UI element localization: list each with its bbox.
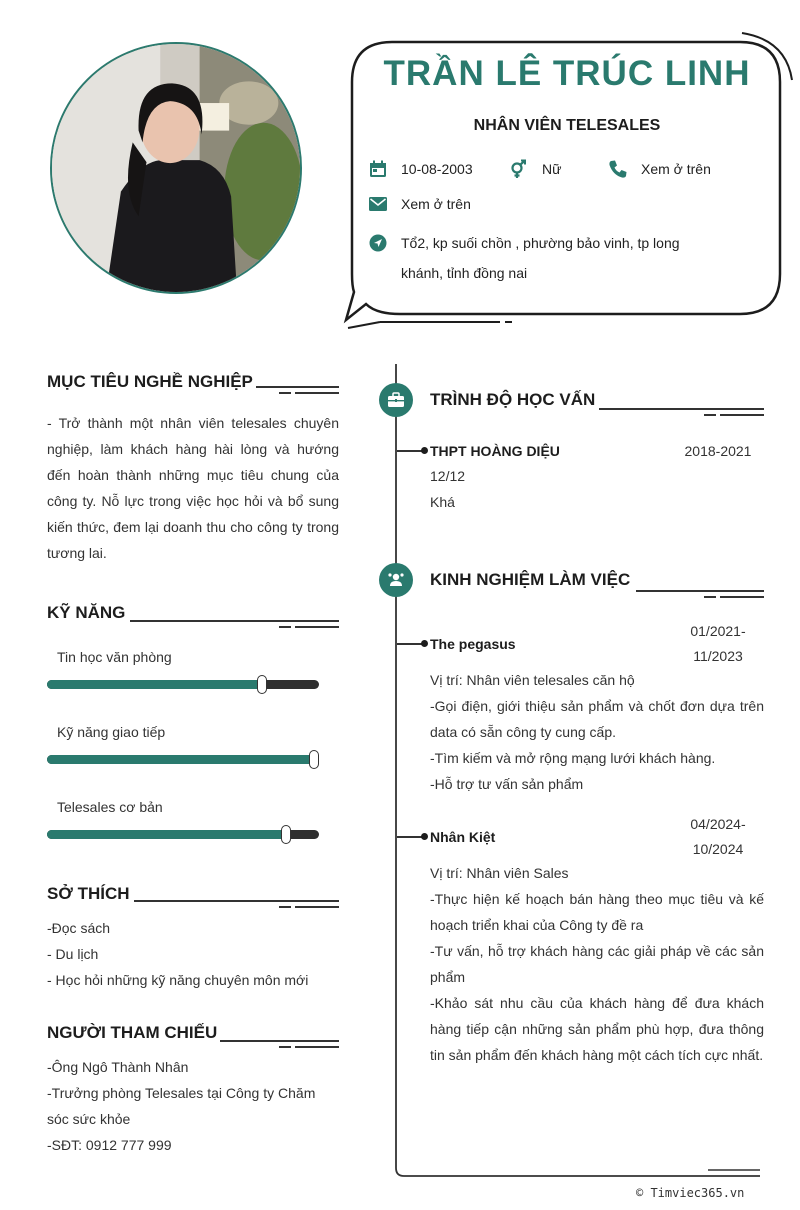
skill-label: Tin học văn phòng bbox=[57, 649, 172, 665]
hobby-item: - Du lịch bbox=[47, 946, 99, 962]
skill-bar bbox=[47, 680, 319, 689]
gender-icon bbox=[508, 158, 530, 180]
address-value: Tổ2, kp suối chồn , phường bảo vinh, tp long khánh, tỉnh đồng nai bbox=[401, 235, 680, 281]
hobbies-title: SỞ THÍCH bbox=[47, 884, 130, 903]
skill-bar bbox=[47, 755, 319, 764]
skill-bar-fill bbox=[47, 830, 286, 839]
copyright: © Timviec365.vn bbox=[636, 1186, 745, 1200]
skill-bar-knob bbox=[257, 675, 267, 694]
education-title: TRÌNH ĐỘ HỌC VẤN bbox=[430, 390, 596, 409]
education-period: 2018-2021 bbox=[684, 443, 752, 459]
objective-title: MỤC TIÊU NGHỀ NGHIỆP bbox=[47, 372, 253, 391]
profile-photo bbox=[50, 42, 302, 294]
education-detail: Khá bbox=[430, 494, 455, 510]
reference-item: -Trưởng phòng Telesales tại Công ty Chăm sóc sức khỏe bbox=[47, 1085, 316, 1127]
experience-description: Vị trí: Nhân viên Sales -Thực hiện kế hoạch bán hàng theo mục tiêu và kế hoạch triển khai của Công ty đề ra -Tư vấn, hỗ trợ khách hàng các giải pháp về các sản phẩm -Khảo sát nhu cầu của khách hàng để đưa khách hàng tiếp cận những sản phẩm phù hợp, đưa thông tin sản phẩm đến khách hàng một cách tích cực nhất. bbox=[430, 865, 764, 1063]
section-underline bbox=[636, 590, 764, 600]
gender-value: Nữ bbox=[542, 161, 562, 177]
experience-description: Vị trí: Nhân viên telesales căn hộ -Gọi điện, giới thiệu sản phẩm và chốt đơn dựa trên data có sẵn công ty cung cấp. -Tìm kiếm và mở rộng mạng lưới khách hàng. -Hỗ trợ tư vấn sản phẩm bbox=[430, 672, 764, 792]
references-title: NGƯỜI THAM CHIẾU bbox=[47, 1023, 218, 1042]
skill-bar-knob bbox=[281, 825, 291, 844]
experience-period-end: 10/2024 bbox=[692, 841, 744, 857]
skill-label: Telesales cơ bản bbox=[57, 799, 163, 815]
hobby-item: - Học hỏi những kỹ năng chuyên môn mới bbox=[47, 972, 309, 988]
person-network-icon bbox=[379, 563, 413, 597]
skill-bar-fill bbox=[47, 755, 314, 764]
skill-label: Kỹ năng giao tiếp bbox=[57, 724, 166, 740]
section-underline bbox=[134, 900, 339, 910]
phone-value: Xem ở trên bbox=[641, 161, 711, 177]
address-row bbox=[367, 228, 697, 288]
skills-title: KỸ NĂNG bbox=[47, 603, 126, 622]
location-icon bbox=[367, 232, 389, 254]
experience-period-end: 11/2023 bbox=[693, 648, 743, 664]
experience-period-start: 04/2024- bbox=[690, 816, 746, 832]
timeline-dot bbox=[421, 640, 428, 647]
skill-bar bbox=[47, 830, 319, 839]
objective-text: - Trở thành một nhân viên telesales chuyên nghiệp, làm khách hàng hài lòng và hướng đến hoàn thành những mục tiêu chung của công ty. Nỗ lực trong việc học hỏi và bổ sung kiến thức, đem lại doanh thu cho công ty trong tương lai. bbox=[47, 415, 339, 561]
envelope-icon bbox=[367, 193, 389, 215]
hobby-item: -Đọc sách bbox=[47, 920, 111, 936]
birthday-row bbox=[367, 158, 473, 180]
reference-item: -Ông Ngô Thành Nhân bbox=[47, 1059, 189, 1075]
candidate-name: TRẦN LÊ TRÚC LINH bbox=[383, 54, 751, 93]
school-name: THPT HOÀNG DIỆU bbox=[430, 443, 560, 459]
company-name: Nhân Kiệt bbox=[430, 829, 496, 845]
email-row bbox=[367, 193, 471, 215]
skill-bar-fill bbox=[47, 680, 262, 689]
job-title: NHÂN VIÊN TELESALES bbox=[473, 117, 661, 134]
timeline-dot bbox=[421, 447, 428, 454]
phone-icon bbox=[607, 158, 629, 180]
calendar-icon bbox=[367, 158, 389, 180]
timeline-dot bbox=[421, 833, 428, 840]
skill-bar-knob bbox=[309, 750, 319, 769]
experience-title: KINH NGHIỆM LÀM VIỆC bbox=[430, 570, 631, 589]
experience-period-start: 01/2021- bbox=[690, 623, 746, 639]
briefcase-icon bbox=[379, 383, 413, 417]
section-underline bbox=[130, 620, 339, 630]
section-underline bbox=[220, 1040, 339, 1050]
reference-item: -SĐT: 0912 777 999 bbox=[47, 1137, 172, 1153]
education-detail: 12/12 bbox=[430, 468, 466, 484]
company-name: The pegasus bbox=[430, 636, 516, 652]
section-underline bbox=[599, 408, 764, 418]
email-value: Xem ở trên bbox=[401, 196, 471, 212]
gender-row bbox=[508, 158, 561, 180]
birthday-value: 10-08-2003 bbox=[401, 161, 473, 177]
phone-row bbox=[607, 158, 711, 180]
section-underline bbox=[256, 386, 339, 396]
